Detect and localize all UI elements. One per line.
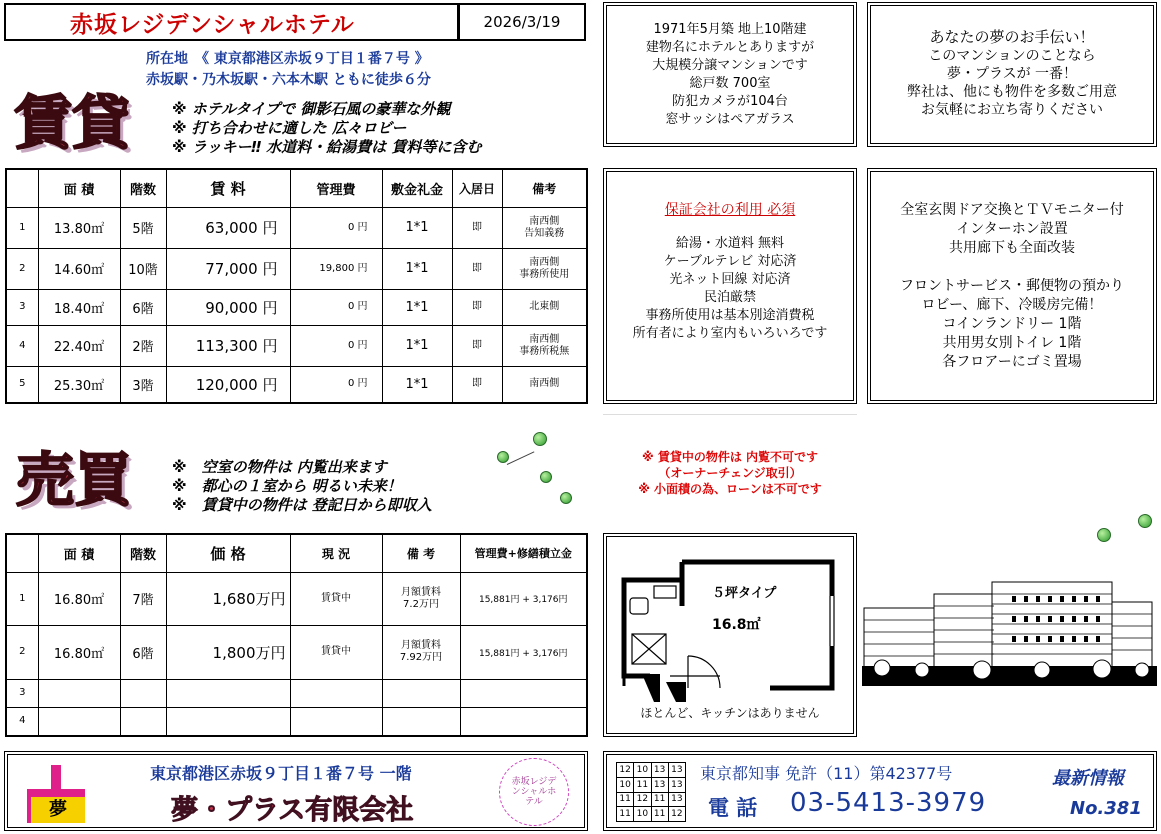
- cell-note: [382, 707, 460, 736]
- rental-heading: 賃貸: [14, 89, 131, 157]
- rental-bullet: ※ ホテルタイプで 御影石風の豪華な外観: [172, 100, 451, 118]
- cell-rent: 120,000 円: [166, 366, 290, 403]
- facility-line: コインランドリー 1階: [942, 316, 1082, 332]
- guarantee-heading: 保証会社の利用 必須: [664, 202, 796, 218]
- cell-area: 18.40㎡: [38, 289, 120, 325]
- note-line: 7.2万円: [403, 598, 439, 610]
- table-row: [6, 207, 587, 248]
- sale-heading: 売買: [16, 446, 133, 514]
- guarantee-line: 民泊厳禁: [703, 290, 756, 305]
- company-logo: [27, 765, 85, 823]
- col-note: 備 考: [382, 534, 460, 572]
- calendar-cell: 13: [651, 777, 668, 792]
- sale-header-row: [6, 534, 587, 572]
- calendar-cell: 11: [634, 777, 651, 792]
- company-name: 夢・プラス有限会社: [171, 795, 414, 826]
- note-line: 事務所使用: [519, 268, 570, 280]
- table-row: [6, 707, 587, 736]
- date-label: 2026/3/19: [458, 3, 586, 41]
- note-line: 7.92万円: [399, 652, 443, 664]
- table-row: [6, 679, 587, 707]
- footer-company-box: [4, 751, 588, 831]
- table-row: [6, 325, 587, 366]
- col-status: 現 況: [290, 534, 382, 572]
- guarantee-line: 事務所使用は基本別途消費税: [645, 308, 815, 323]
- cell-price: 1,680万円: [166, 572, 290, 626]
- logo-corner: [61, 765, 85, 789]
- location-line: [146, 48, 429, 68]
- floorplan-caption: ほとんど、キッチンはありません: [640, 706, 820, 720]
- col-area: 面 積: [38, 169, 120, 207]
- cell-status: 賃貸中: [290, 626, 382, 680]
- page-title: 赤坂レジデンシャルホテル: [4, 3, 459, 41]
- promo-line: 夢・プラスが 一番！: [946, 66, 1078, 82]
- col-fee: 管理費: [290, 169, 382, 207]
- promo-line: あなたの夢のお手伝い！: [929, 28, 1095, 46]
- rental-bullet: ※ 打ち合わせに適した 広々ロビー: [172, 119, 407, 137]
- table-row: [6, 626, 587, 680]
- cell-move-in: 即: [452, 289, 502, 325]
- cell-area: 22.40㎡: [38, 325, 120, 366]
- info-line: 大規模分譲マンションです: [652, 58, 808, 73]
- calendar-cell: 11: [651, 792, 668, 807]
- license-number: 東京都知事 免許（11）第42377号: [700, 764, 953, 783]
- cell-area: 14.60㎡: [38, 248, 120, 289]
- cell-no: 1: [6, 572, 38, 626]
- sale-bullet: ※ 賃貸中の物件は 登記日から即収入: [172, 496, 432, 514]
- cell-move-in: 即: [452, 366, 502, 403]
- cell-no: 2: [6, 626, 38, 680]
- cell-area: [38, 679, 120, 707]
- guarantee-box: [603, 168, 857, 404]
- cell-move-in: 即: [452, 207, 502, 248]
- phone-number[interactable]: 03-5413-3979: [790, 788, 987, 818]
- facility-line: [868, 258, 1156, 277]
- cell-area: 25.30㎡: [38, 366, 120, 403]
- cell-fee: 0 円: [290, 289, 382, 325]
- cell-deposit: 1*1: [382, 366, 452, 403]
- calendar-cell: 10: [634, 763, 651, 778]
- floorplan-area-label: 16.8㎡: [712, 617, 761, 633]
- cell-floor: 2階: [120, 325, 166, 366]
- guarantee-line: ケーブルテレビ 対応済: [663, 254, 797, 269]
- calendar-grid: [616, 762, 686, 822]
- cell-area: 13.80㎡: [38, 207, 120, 248]
- cell-no: 4: [6, 707, 38, 736]
- note-line: 事務所税無: [519, 345, 570, 357]
- sale-notes: [603, 449, 857, 497]
- note-line: 南西側: [529, 215, 560, 227]
- cell-note: [502, 207, 587, 248]
- cell-floor: [120, 707, 166, 736]
- calendar-cell: 10: [634, 807, 651, 822]
- promo-line: 弊社は、他にも物件を多数ご用意: [907, 84, 1117, 100]
- calendar-cell: 13: [668, 777, 685, 792]
- sprout-stem: [507, 451, 535, 465]
- cell-status: 賃貸中: [290, 572, 382, 626]
- calendar-cell: 10: [617, 777, 634, 792]
- info-line: 窓サッシはペアガラス: [665, 112, 795, 127]
- cell-fees: [460, 679, 587, 707]
- floorplan-type-label: ５坪タイプ: [712, 586, 777, 601]
- sale-bullet: ※ 都心の１室から 明るい未来！: [172, 477, 402, 495]
- cell-deposit: 1*1: [382, 207, 452, 248]
- logo-corner: [27, 765, 51, 789]
- col-rent: 賃 料: [166, 169, 290, 207]
- cell-fees: 15,881円 + 3,176円: [460, 572, 587, 626]
- cell-rent: 63,000 円: [166, 207, 290, 248]
- cell-no: 3: [6, 289, 38, 325]
- cell-no: 5: [6, 366, 38, 403]
- latest-info-label: 最新情報: [1052, 768, 1124, 789]
- cell-no: 1: [6, 207, 38, 248]
- col-floor: 階数: [120, 169, 166, 207]
- leaf-icon: [1097, 528, 1111, 542]
- cell-fee: 0 円: [290, 207, 382, 248]
- cell-floor: 6階: [120, 626, 166, 680]
- cell-floor: [120, 679, 166, 707]
- sale-bullet: ※ 空室の物件は 内覧出来ます: [172, 458, 387, 476]
- guarantee-line: 給湯・水道料 無料: [675, 236, 785, 251]
- leaf-icon: [497, 451, 509, 463]
- stations-line: 赤坂駅・乃木坂駅・六本木駅 ともに徒歩６分: [146, 72, 431, 88]
- cell-area: 16.80㎡: [38, 572, 120, 626]
- guarantee-line: 所有者により室内もいろいろです: [632, 326, 828, 341]
- cell-deposit: 1*1: [382, 325, 452, 366]
- info-line: 1971年5月築 地上10階建: [653, 22, 807, 37]
- rental-table: [5, 168, 588, 404]
- location-value: 《 東京都港区赤坂９丁目１番７号 》: [202, 51, 429, 67]
- cell-no: 4: [6, 325, 38, 366]
- divider: [603, 414, 857, 415]
- cell-note: [502, 248, 587, 289]
- cell-floor: 3階: [120, 366, 166, 403]
- col-fees: 管理費+修繕積立金: [460, 534, 587, 572]
- cell-no: 2: [6, 248, 38, 289]
- facility-line: フロントサービス・郵便物の預かり: [900, 278, 1124, 294]
- guarantee-line: 光ネット回線 対応済: [669, 272, 791, 287]
- leaf-icon: [533, 432, 547, 446]
- rental-header-row: [6, 169, 587, 207]
- promo-box: [867, 2, 1157, 147]
- logo-text: 夢: [31, 797, 85, 823]
- col-price: 価 格: [166, 534, 290, 572]
- col-move-in: 入居日: [452, 169, 502, 207]
- cell-floor: 7階: [120, 572, 166, 626]
- calendar-cell: 13: [651, 763, 668, 778]
- facility-line: 各フロアーにゴミ置場: [942, 354, 1082, 370]
- cell-note: [382, 572, 460, 626]
- facilities-box: [867, 168, 1157, 404]
- cell-rent: 90,000 円: [166, 289, 290, 325]
- location-label: 所在地: [146, 51, 188, 67]
- cell-price: 1,800万円: [166, 626, 290, 680]
- facility-line: 全室玄関ドア交換とＴＶモニター付: [900, 202, 1124, 218]
- calendar-cell: 13: [668, 792, 685, 807]
- calendar-cell: 12: [634, 792, 651, 807]
- facility-line: ロビー、廊下、冷暖房完備！: [921, 297, 1103, 313]
- floorplan-box: [603, 533, 857, 737]
- note-line: 南西側: [529, 256, 560, 268]
- cell-fee: 0 円: [290, 366, 382, 403]
- cell-area: 16.80㎡: [38, 626, 120, 680]
- cell-note: [502, 325, 587, 366]
- cell-floor: 10階: [120, 248, 166, 289]
- table-row: [6, 289, 587, 325]
- phone-label: 電 話: [708, 796, 758, 820]
- calendar-cell: 11: [651, 807, 668, 822]
- note-line: 南西側: [529, 333, 560, 345]
- cell-status: [290, 679, 382, 707]
- calendar-cell: 12: [668, 807, 685, 822]
- calendar-cell: 11: [617, 792, 634, 807]
- cell-price: [166, 679, 290, 707]
- cell-move-in: 即: [452, 248, 502, 289]
- footer-contact-box: [603, 751, 1157, 831]
- cell-deposit: 1*1: [382, 248, 452, 289]
- leaf-icon: [1138, 514, 1152, 528]
- cell-area: [38, 707, 120, 736]
- cell-fees: [460, 707, 587, 736]
- calendar-cell: 13: [668, 763, 685, 778]
- note-line: 南西側: [529, 378, 560, 390]
- info-line: 総戸数 700室: [689, 76, 771, 91]
- facility-line: 共用廊下も全面改装: [949, 240, 1075, 256]
- cell-fees: 15,881円 + 3,176円: [460, 626, 587, 680]
- building-info-box: [603, 2, 857, 147]
- note-line: 月額賃料: [401, 640, 441, 652]
- sale-bullets: [172, 458, 432, 515]
- table-row: [6, 248, 587, 289]
- col-floor: 階数: [120, 534, 166, 572]
- cell-note: [502, 366, 587, 403]
- info-line: 防犯カメラが104台: [672, 94, 788, 109]
- cell-deposit: 1*1: [382, 289, 452, 325]
- cell-rent: 77,000 円: [166, 248, 290, 289]
- rental-bullets: [172, 100, 481, 157]
- company-address: 東京都港区赤坂９丁目１番７号 一階: [150, 764, 412, 783]
- note-line: 月額賃料: [401, 586, 441, 598]
- cell-move-in: 即: [452, 325, 502, 366]
- facility-line: インターホン設置: [956, 221, 1068, 237]
- table-row: [6, 572, 587, 626]
- calendar-cell: 11: [617, 807, 634, 822]
- cell-price: [166, 707, 290, 736]
- col-deposit: 敷金礼金: [382, 169, 452, 207]
- cell-note: [382, 679, 460, 707]
- col-no: [6, 534, 38, 572]
- sale-note-line: ※ 小面積の為、ローンは不可です: [638, 482, 822, 496]
- sale-note-line: ※ 賃貸中の物件は 内覧不可です: [641, 450, 819, 464]
- calendar-cell: 12: [617, 763, 634, 778]
- cell-note: [382, 626, 460, 680]
- cell-floor: 6階: [120, 289, 166, 325]
- col-area: 面 積: [38, 534, 120, 572]
- issue-number: No.381: [1070, 798, 1142, 819]
- leaf-icon: [540, 471, 552, 483]
- col-no: [6, 169, 38, 207]
- sale-table: [5, 533, 588, 737]
- cell-rent: 113,300 円: [166, 325, 290, 366]
- cell-note: [502, 289, 587, 325]
- cell-fee: 0 円: [290, 325, 382, 366]
- promo-line: お気軽にお立ち寄りください: [921, 102, 1103, 118]
- cell-no: 3: [6, 679, 38, 707]
- note-line: 告知義務: [524, 227, 565, 239]
- hotel-building-illustration: [862, 578, 1157, 690]
- leaf-icon: [560, 492, 572, 504]
- col-note: 備考: [502, 169, 587, 207]
- note-line: 北東側: [529, 301, 560, 313]
- table-row: [6, 366, 587, 403]
- cell-status: [290, 707, 382, 736]
- cell-fee: 19,800 円: [290, 248, 382, 289]
- rental-bullet: ※ ラッキー‼ 水道料・給湯費は 賃料等に含む: [172, 138, 482, 156]
- info-line: 建物名にホテルとありますが: [645, 40, 815, 55]
- company-circle-logo: 赤坂レジデンシャルホテル: [499, 758, 569, 826]
- sale-note-line: （オーナーチェンジ取引）: [658, 466, 802, 480]
- promo-line: このマンションのことなら: [928, 48, 1096, 64]
- facility-line: 共用男女別トイレ 1階: [942, 335, 1082, 351]
- cell-floor: 5階: [120, 207, 166, 248]
